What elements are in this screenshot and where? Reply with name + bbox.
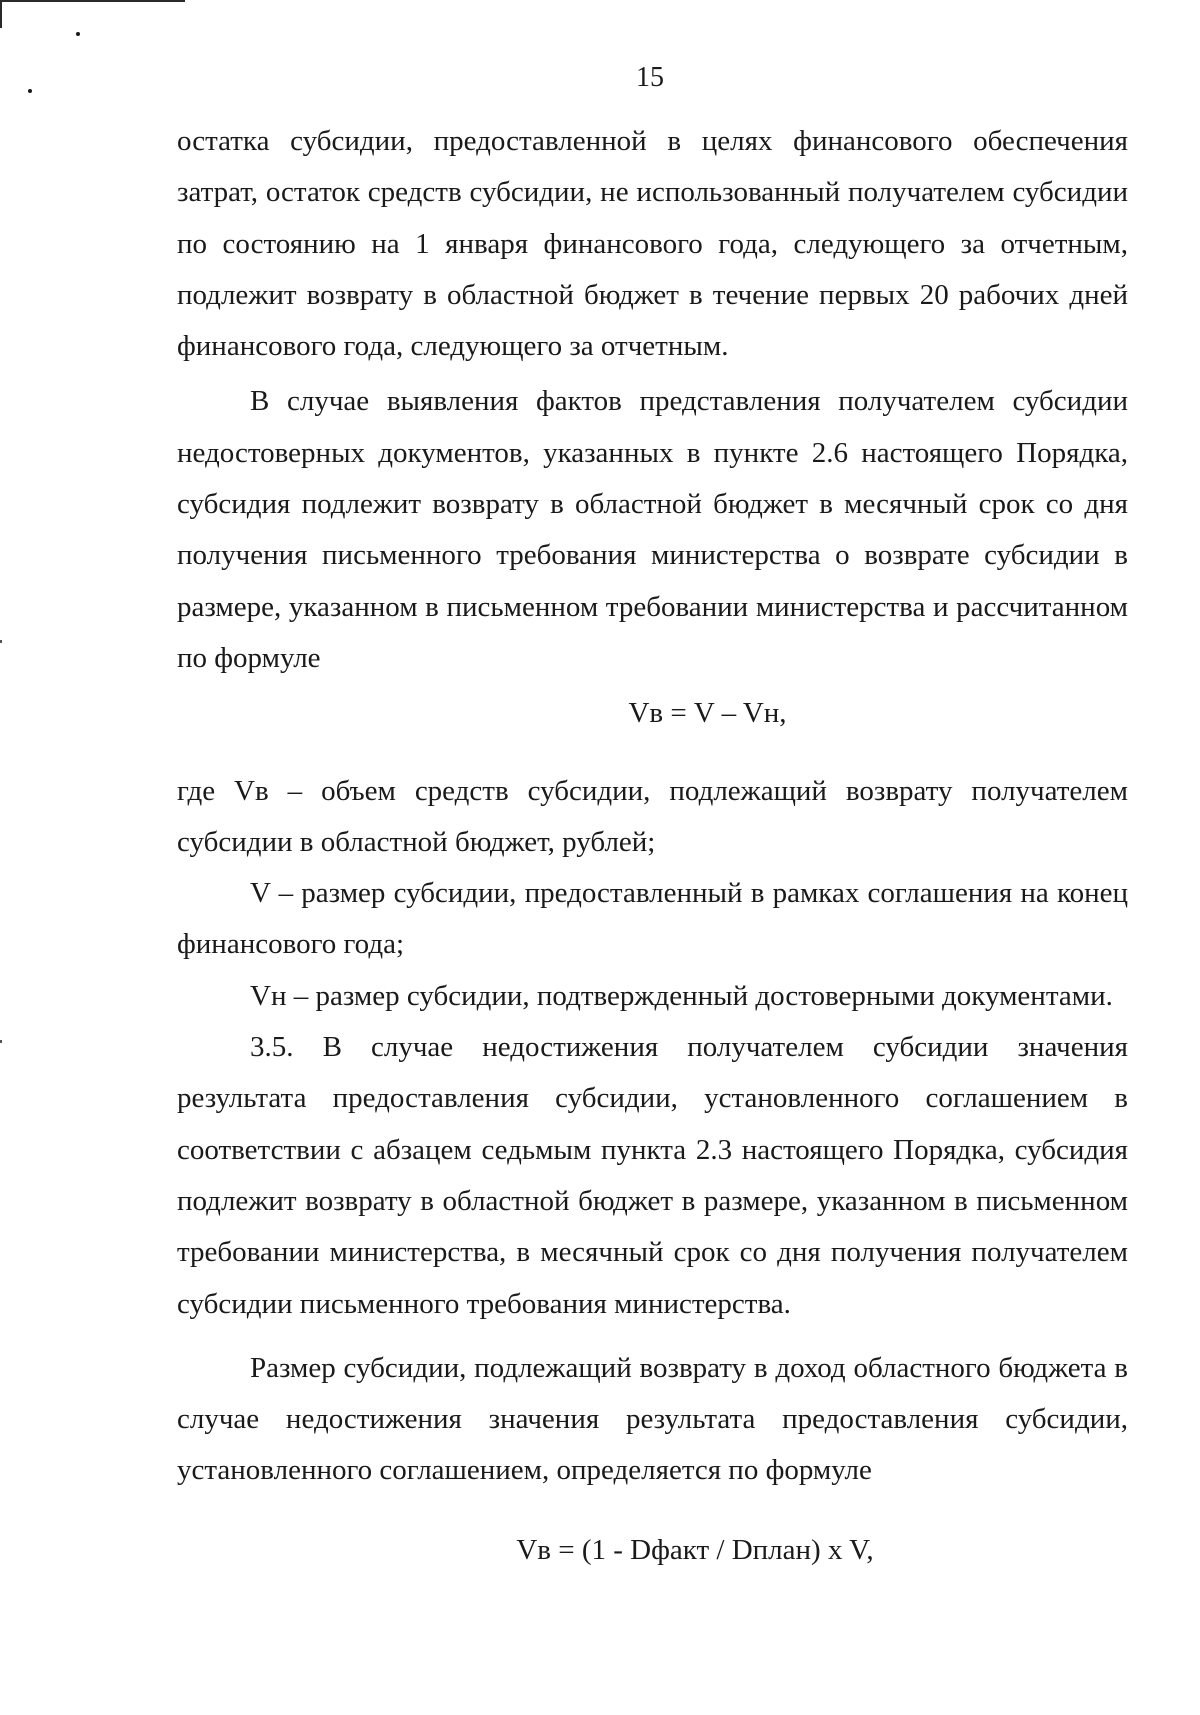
paragraph-where-vn: Vн – размер субсидии, подтвержденный достоверными документами. [250, 979, 1113, 1012]
page-number: 15 [636, 62, 664, 93]
document-body [177, 116, 1128, 1576]
scan-mark [0, 1040, 2, 1043]
scan-edge-left [0, 0, 2, 28]
paragraph-false-documents: В случае выявления фактов представления получателем субсидии недостоверных документов, указанных в пункте 2.6 настоящего Порядка, субсидия подлежит возврату в областной бюджет в месячный срок со дня получения письменного требования министерства о возврате субсидии в размере, указанном в письменном требовании министерства и рассчитанном по формуле [177, 385, 1128, 674]
paragraph-subsidy-remainder: остатка субсидии, предоставленной в целях финансового обеспечения затрат, остаток средств субсидии, не использованный получателем субсидии по состоянию на 1 января финансового года, следующего за отчетным, подлежит возврату в областной бюджет в течение первых 20 рабочих дней финансового года, следующего за отчетным. [177, 125, 1128, 363]
formula-return-amount: Vв = V – Vн, [628, 697, 787, 730]
scan-mark [0, 640, 2, 643]
paragraph-section-3-5: 3.5. В случае недостижения получателем субсидии значения результата предоставления субсидии, установленного соглашением в соответствии с абзацем седьмым пункта 2.3 настоящего Порядка, субсидия подлежит возврату в областной бюджет в размере, указанном в письменном требовании министерства, в месячный срок со дня получения получателем субсидии письменного требования министерства. [177, 1031, 1128, 1320]
scan-edge-top [0, 0, 185, 2]
paragraph-result-shortfall: Размер субсидии, подлежащий возврату в доход областного бюджета в случае недостижения значения результата предоставления субсидии, установленного соглашением, определяется по формуле [177, 1351, 1128, 1487]
paragraph-where-v: V – размер субсидии, предоставленный в рамках соглашения на конец финансового года; [177, 877, 1128, 961]
paragraph-where-vv: где Vв – объем средств субсидии, подлежащий возврату получателем субсидии в областной бюджет, рублей; [177, 774, 1128, 858]
scan-dot [76, 32, 80, 36]
formula-shortfall-return: Vв = (1 - Dфакт / Dплан) x V, [516, 1533, 874, 1566]
